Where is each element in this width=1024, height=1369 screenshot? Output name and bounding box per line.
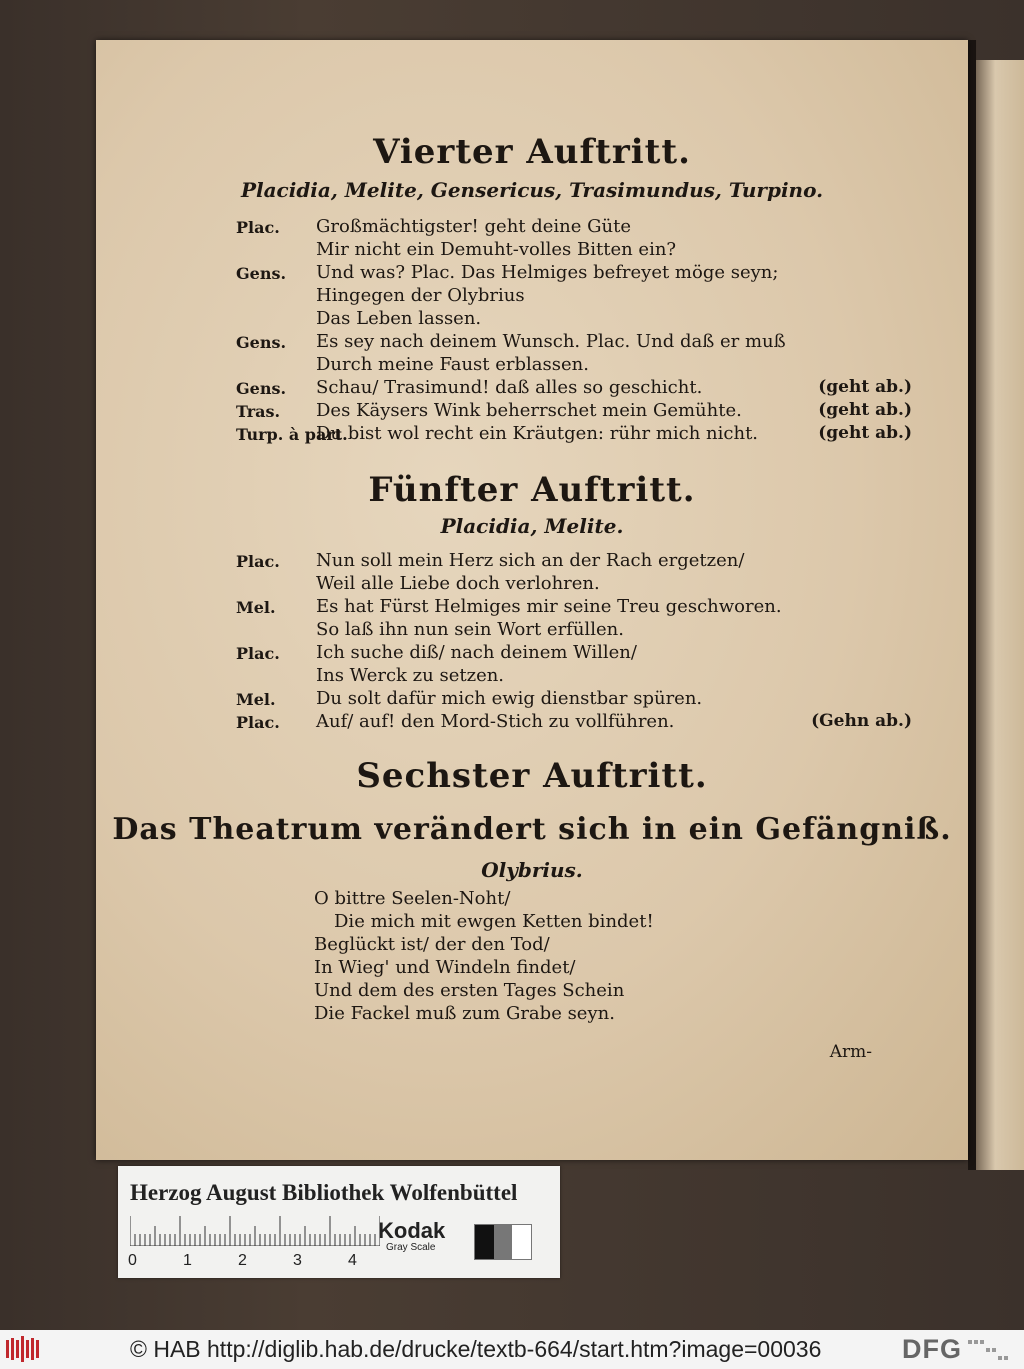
stage-direction: (geht ab.) — [818, 400, 912, 420]
gray-patches — [474, 1224, 532, 1260]
dialogue-line: Durch meine Faust erblassen. — [316, 354, 589, 375]
stage-direction: (Gehn ab.) — [811, 711, 912, 731]
scene-heading-2: Fünfter Auftritt. — [368, 470, 696, 510]
dialogue-line: Des Käysers Wink beherrschet mein Gemühte. — [316, 400, 742, 421]
scale-number: 3 — [293, 1252, 302, 1269]
dialogue-line: So laß ihn nun sein Wort erfüllen. — [316, 619, 624, 640]
dialogue-line: Du solt dafür mich ewig dienstbar spüren. — [316, 688, 703, 709]
scene-heading-3: Sechster Auftritt. — [356, 756, 708, 796]
hab-logo-icon — [6, 1336, 42, 1362]
facing-page-edge — [976, 60, 1024, 1170]
scale-number: 2 — [238, 1252, 247, 1269]
stage-direction: (geht ab.) — [818, 377, 912, 397]
speaker-label: Plac. — [236, 218, 280, 237]
copyright-url: © HAB http://diglib.hab.de/drucke/textb-664/start.htm?image=00036 — [130, 1336, 822, 1362]
library-name: Herzog August Bibliothek Wolfenbüttel — [130, 1180, 518, 1205]
scene-heading-1: Vierter Auftritt. — [373, 132, 691, 172]
speaker-label: Gens. — [236, 264, 287, 283]
gray-scale-label: Gray Scale — [386, 1242, 436, 1253]
stage-direction: (geht ab.) — [818, 423, 912, 443]
dialogue-line: Mir nicht ein Demuht-volles Bitten ein? — [316, 239, 677, 260]
speaker-label: Mel. — [236, 598, 276, 617]
verse-line: In Wieg' und Windeln findet/ — [314, 957, 576, 978]
dfg-mark-icon — [968, 1338, 1008, 1362]
dialogue-line: Nun soll mein Herz sich an der Rach ergetzen/ — [316, 550, 745, 571]
dialogue-line: Du bist wol recht ein Kräutgen: rühr mich nicht. — [316, 423, 759, 444]
verse-line: Und dem des ersten Tages Schein — [314, 980, 625, 1001]
stage-direction-heading: Das Theatrum verändert sich in ein Gefängniß. — [112, 812, 952, 847]
cast-list-1: Placidia, Melite, Gensericus, Trasimundus, Turpino. — [240, 178, 824, 202]
dialogue-line: Weil alle Liebe doch verlohren. — [316, 573, 600, 594]
speaker-label: Tras. — [236, 402, 281, 421]
verse-line: Die Fackel muß zum Grabe seyn. — [314, 1003, 615, 1024]
dialogue-line: Auf/ auf! den Mord-Stich zu vollführen. — [316, 711, 675, 732]
book-page — [96, 40, 968, 1160]
color-target — [118, 1166, 560, 1278]
speaker-label: Gens. — [236, 333, 287, 352]
scale-number: 0 — [128, 1252, 137, 1269]
dialogue-line: Schau/ Trasimund! daß alles so geschicht. — [316, 377, 703, 398]
book-spine — [968, 40, 976, 1170]
dialogue-line: Es sey nach deinem Wunsch. Plac. Und daß er muß — [316, 331, 786, 352]
ruler-ticks-icon — [130, 1214, 380, 1246]
speaker-label: Turp. à part. — [236, 425, 348, 444]
catchword: Arm- — [829, 1042, 872, 1062]
footer-bar — [0, 1330, 1024, 1369]
scale-number: 1 — [183, 1252, 192, 1269]
dialogue-line: Es hat Fürst Helmiges mir seine Treu geschworen. — [316, 596, 782, 617]
speaker-label: Gens. — [236, 379, 287, 398]
dialogue-line: Das Leben lassen. — [316, 308, 482, 329]
dialogue-line: Und was? Plac. Das Helmiges befreyet möge seyn; — [316, 262, 779, 283]
speaker-label: Plac. — [236, 644, 280, 663]
speaker-label: Mel. — [236, 690, 276, 709]
speaker-label: Plac. — [236, 552, 280, 571]
dialogue-line: Ins Werck zu setzen. — [316, 665, 505, 686]
kodak-brand: Kodak — [378, 1218, 446, 1243]
dialogue-line: Großmächtigster! geht deine Güte — [316, 216, 631, 237]
verse-line: Beglückt ist/ der den Tod/ — [314, 934, 550, 955]
verse-line: O bittre Seelen-Noht/ — [314, 888, 511, 909]
cast-list-2: Placidia, Melite. — [440, 514, 624, 538]
cast-list-3: Olybrius. — [481, 858, 583, 882]
scale-number: 4 — [348, 1252, 357, 1269]
speaker-label: Plac. — [236, 713, 280, 732]
dfg-logo: DFG — [902, 1334, 962, 1364]
dialogue-line: Ich suche diß/ nach deinem Willen/ — [316, 642, 637, 663]
verse-line: Die mich mit ewgen Ketten bindet! — [334, 911, 654, 932]
dialogue-line: Hingegen der Olybrius — [316, 285, 525, 306]
